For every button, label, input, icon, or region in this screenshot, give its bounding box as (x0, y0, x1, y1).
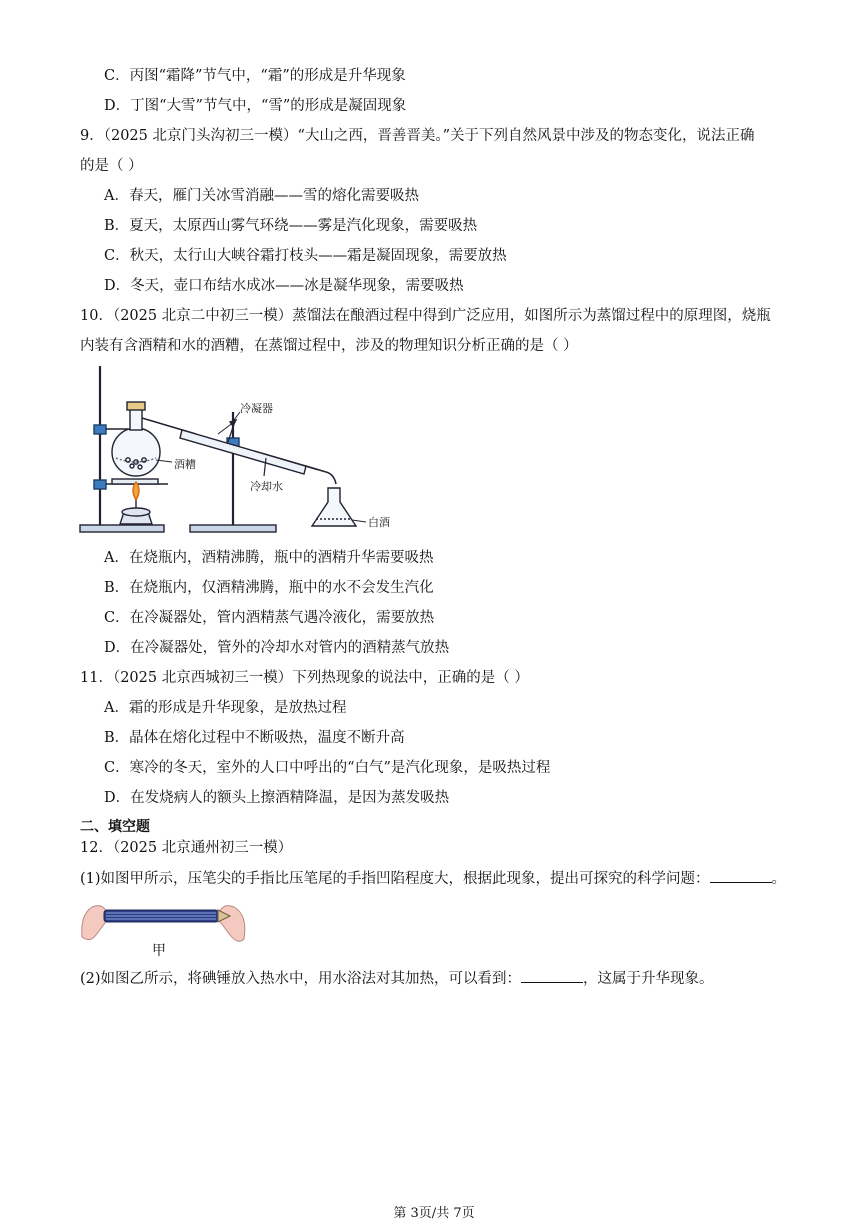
q12-part2-end: ，这属于升华现象。 (583, 971, 714, 987)
section-title: 二、填空题 (80, 819, 150, 835)
q12-part1 (80, 868, 786, 889)
q9-option-a: A．春天，雁门关冰雪消融——雪的熔化需要吸热 (104, 188, 419, 204)
q11-option-a: A．霜的形成是升华现象，是放热过程 (104, 700, 347, 716)
right-finger-icon (218, 906, 245, 942)
q9-stem-line2: 的是（ ） (80, 158, 143, 174)
q10-stem-line2: 内装有含酒精和水的酒糟，在蒸馏过程中，涉及的物理知识分析正确的是（ ） (80, 338, 578, 354)
q12-part2-text: (2)如图乙所示，将碘锤放入热水中，用水浴法对其加热，可以看到： (80, 971, 522, 987)
condenser-tube (180, 430, 306, 474)
pen-fingers-figure (78, 895, 250, 959)
receiving-flask (312, 488, 356, 526)
q12-part1-text: (1)如图甲所示，压笔尖的手指比压笔尾的手指凹陷程度大，根据此现象，提出可探究的科学问题： (80, 871, 710, 887)
clamp-icon (94, 425, 106, 434)
q11-stem: 11．（2025 北京西城初三一模）下列热现象的说法中，正确的是（ ） (80, 670, 529, 686)
q10-stem-line1: 10．（2025 北京二中初三一模）蒸馏法在酿酒过程中得到广泛应用，如图所示为蒸馏过程中的原理图，烧瓶 (80, 308, 771, 324)
q11-option-d: D．在发烧病人的额头上擦酒精降温，是因为蒸发吸热 (104, 790, 450, 806)
q11-option-b: B．晶体在熔化过程中不断吸热，温度不断升高 (104, 730, 405, 746)
q12-part2 (80, 968, 714, 989)
flame-icon (133, 482, 139, 500)
q9-option-c: C．秋天，太行山大峡谷霜打枝头——霜是凝固现象，需要放热 (104, 248, 507, 264)
label-condenser: 冷凝器 (240, 402, 273, 415)
left-stand-base (80, 525, 164, 532)
label-liquor: 白酒 (368, 516, 390, 529)
answer-blank (521, 968, 583, 983)
flask (112, 428, 160, 476)
q11-option-c: C．寒冷的冬天，室外的人口中呼出的“白气”是汽化现象，是吸热过程 (104, 760, 551, 776)
answer-blank (710, 868, 772, 883)
q12-part1-end: 。 (771, 871, 787, 887)
q10-option-b: B．在烧瓶内，仅酒精沸腾，瓶中的水不会发生汽化 (104, 580, 434, 596)
q12-stem: 12．（2025 北京通州初三一模） (80, 840, 293, 856)
q9-stem-line1: 9．（2025 北京门头沟初三一模）“大山之西，晋善晋美。”关于下列自然风景中涉及的物态变化，说法正确 (80, 128, 755, 144)
left-finger-icon (82, 906, 108, 940)
figure-label-jia: 甲 (152, 943, 166, 959)
page-number: 第 3页/共 7页 (393, 1206, 475, 1221)
q8-option-c: C．丙图“霜降”节气中，“霜”的形成是升华现象 (104, 68, 406, 84)
q9-option-b: B．夏天，太原西山雾气环绕——雾是汽化现象，需要吸热 (104, 218, 478, 234)
right-stand-base (190, 525, 276, 532)
distillation-figure (78, 362, 398, 542)
q10-option-a: A．在烧瓶内，酒精沸腾，瓶中的酒精升华需要吸热 (104, 550, 434, 566)
q10-option-d: D．在冷凝器处，管外的冷却水对管内的酒精蒸气放热 (104, 640, 450, 656)
q9-option-d: D．冬天，壶口布结水成冰——冰是凝华现象，需要吸热 (104, 278, 464, 294)
q8-option-d: D．丁图“大雪”节气中，“雪”的形成是凝固现象 (104, 98, 407, 114)
q10-option-c: C．在冷凝器处，管内酒精蒸气遇冷液化，需要放热 (104, 610, 435, 626)
label-mash: 酒糟 (174, 458, 196, 471)
clamp-icon (94, 480, 106, 489)
stopper (127, 402, 145, 410)
label-cooling-water: 冷却水 (250, 480, 283, 493)
